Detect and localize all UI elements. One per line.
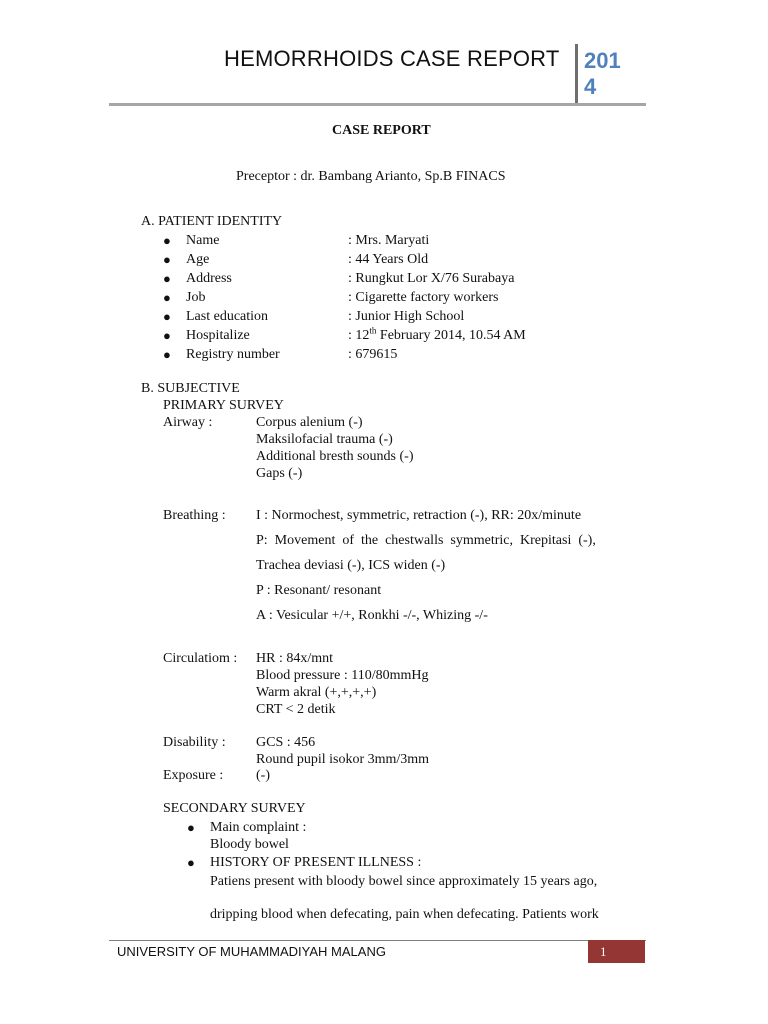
disability-item: Round pupil isokor 3mm/3mm xyxy=(256,752,430,767)
primary-survey-heading: PRIMARY SURVEY xyxy=(163,398,284,413)
hpi-text-line: Patiens present with bloody bowel since approximately 15 years ago, xyxy=(210,874,598,889)
bullet-icon: ● xyxy=(163,328,171,343)
footer-divider xyxy=(109,940,646,941)
section-a-heading: A. PATIENT IDENTITY xyxy=(141,214,283,229)
identity-label: Address xyxy=(186,271,232,286)
preceptor-line: Preceptor : dr. Bambang Arianto, Sp.B FINACS xyxy=(236,169,506,184)
bullet-icon: ● xyxy=(163,309,171,324)
header-year-line1: 201 xyxy=(584,48,621,73)
bullet-icon: ● xyxy=(163,271,171,286)
circulation-label: Circulatiom : xyxy=(163,651,238,666)
breathing-item: Trachea deviasi (-), ICS widen (-) xyxy=(256,558,446,573)
breathing-item: P: Movement of the chestwalls symmetric, Krepitasi (-), xyxy=(256,533,596,548)
airway-item: Corpus alenium (-) xyxy=(256,415,363,430)
airway-item: Maksilofacial trauma (-) xyxy=(256,432,393,447)
disability-label: Disability : xyxy=(163,735,226,750)
bullet-icon: ● xyxy=(163,290,171,305)
circulation-item: Warm akral (+,+,+,+) xyxy=(256,685,377,700)
exposure-label: Exposure : xyxy=(163,768,224,783)
secondary-survey-heading: SECONDARY SURVEY xyxy=(163,801,306,816)
circulation-item: HR : 84x/mnt xyxy=(256,651,334,666)
identity-value: : Junior High School xyxy=(348,309,465,324)
main-complaint-label: Main complaint : xyxy=(210,820,307,835)
header-divider-vertical xyxy=(575,44,578,104)
identity-value: : 679615 xyxy=(348,347,398,362)
airway-item: Gaps (-) xyxy=(256,466,303,481)
hpi-label: HISTORY OF PRESENT ILLNESS : xyxy=(210,855,422,870)
identity-label: Job xyxy=(186,290,206,305)
bullet-icon: ● xyxy=(187,820,195,835)
footer-university: UNIVERSITY OF MUHAMMADIYAH MALANG xyxy=(117,944,386,959)
identity-value: : Mrs. Maryati xyxy=(348,233,430,248)
main-complaint-value: Bloody bowel xyxy=(210,837,289,852)
airway-label: Airway : xyxy=(163,415,213,430)
exposure-value: (-) xyxy=(256,768,270,783)
hpi-text-line: dripping blood when defecating, pain when defecating. Patients work xyxy=(210,907,599,922)
disability-item: GCS : 456 xyxy=(256,735,316,750)
breathing-item: A : Vesicular +/+, Ronkhi -/-, Whizing -/- xyxy=(256,608,488,623)
identity-value: : 12th February 2014, 10.54 AM xyxy=(348,325,526,343)
breathing-item: P : Resonant/ resonant xyxy=(256,583,382,598)
circulation-item: CRT < 2 detik xyxy=(256,702,336,717)
breathing-label: Breathing : xyxy=(163,508,226,523)
identity-label: Name xyxy=(186,233,220,248)
identity-label: Last education xyxy=(186,309,269,324)
header-year-line2: 4 xyxy=(584,74,597,99)
identity-label: Hospitalize xyxy=(186,328,250,343)
breathing-item: I : Normochest, symmetric, retraction (-), RR: 20x/minute xyxy=(256,508,582,523)
airway-item: Additional bresth sounds (-) xyxy=(256,449,414,464)
identity-value: : 44 Years Old xyxy=(348,252,429,267)
bullet-icon: ● xyxy=(163,233,171,248)
header-year xyxy=(584,48,621,100)
identity-label: Age xyxy=(186,252,210,267)
header-divider-horizontal xyxy=(109,103,646,106)
identity-label: Registry number xyxy=(186,347,280,362)
document-title: CASE REPORT xyxy=(332,123,431,138)
identity-value: : Cigarette factory workers xyxy=(348,290,499,305)
identity-value: : Rungkut Lor X/76 Surabaya xyxy=(348,271,515,286)
section-b-heading: B. SUBJECTIVE xyxy=(141,381,240,396)
page-number-badge: 1 xyxy=(588,940,645,963)
bullet-icon: ● xyxy=(187,855,195,870)
circulation-item: Blood pressure : 110/80mmHg xyxy=(256,668,429,683)
header-title: HEMORRHOIDS CASE REPORT xyxy=(224,46,560,71)
bullet-icon: ● xyxy=(163,347,171,362)
bullet-icon: ● xyxy=(163,252,171,267)
